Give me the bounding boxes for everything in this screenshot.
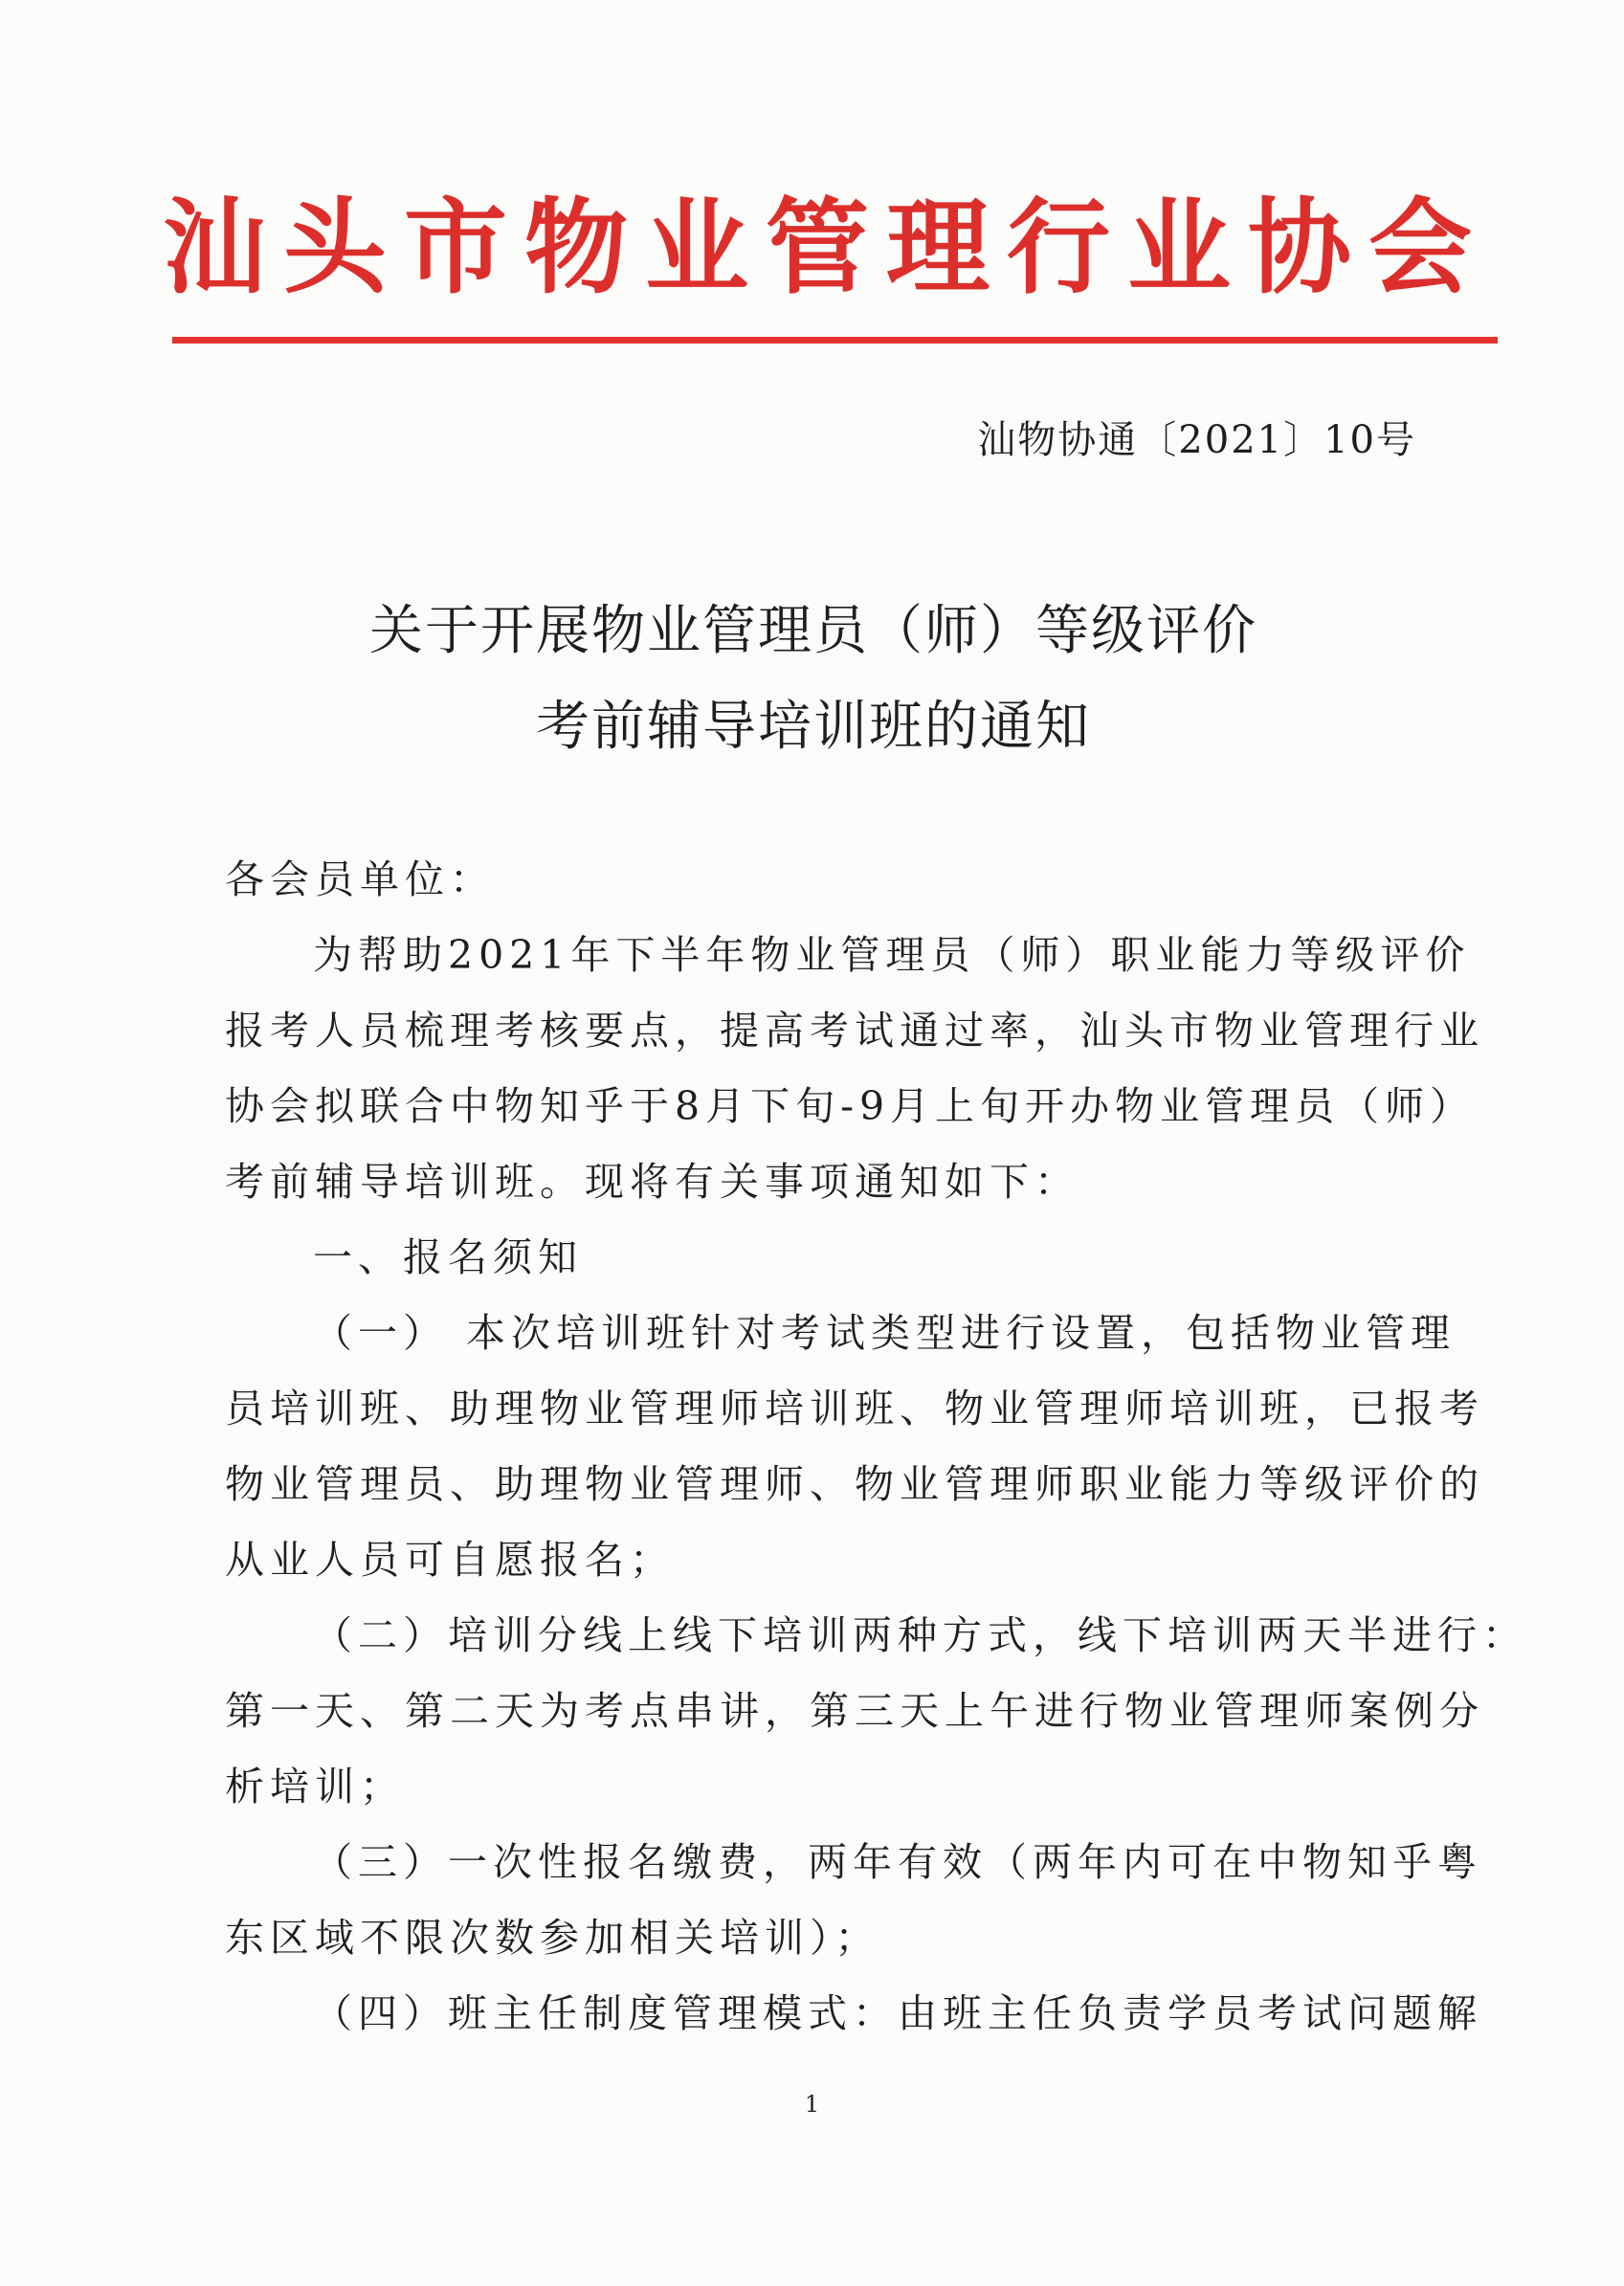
page-number: 1 (804, 2091, 820, 2118)
item-2-line-3: 析培训； (225, 1764, 405, 1809)
notice-title-line-2: 考前辅导培训班的通知 (536, 696, 1091, 758)
item-2-line-2: 第一天、第二天为考点串讲，第三天上午进行物业管理师案例分 (225, 1688, 1484, 1734)
item-3-line-2: 东区域不限次数参加相关培训）； (225, 1915, 880, 1961)
paragraph-1-line-2: 报考人员梳理考核要点，提高考试通过率，汕头市物业管理行业 (225, 1008, 1484, 1054)
paragraph-1-line-4: 考前辅导培训班。现将有关事项通知如下： (225, 1159, 1079, 1205)
item-1-line-1: （一） 本次培训班针对考试类型进行设置，包括物业管理 (313, 1310, 1457, 1356)
paragraph-1-line-1: 为帮助2021年下半年物业管理员（师）职业能力等级评价 (313, 932, 1471, 978)
item-1-line-3: 物业管理员、助理物业管理师、物业管理师职业能力等级评价的 (225, 1461, 1484, 1507)
section-heading-registration: 一、报名须知 (313, 1234, 583, 1280)
item-1-line-2: 员培训班、助理物业管理师培训班、物业管理师培训班，已报考 (225, 1386, 1484, 1432)
notice-title (239, 584, 1388, 775)
item-3-line-1: （三）一次性报名缴费，两年有效（两年内可在中物知乎粤 (313, 1839, 1482, 1885)
notice-title-line-1: 关于开展物业管理员（师）等级评价 (369, 600, 1257, 662)
salutation: 各会员单位： (225, 856, 495, 902)
item-4-line-1: （四）班主任制度管理模式：由班主任负责学员考试问题解 (313, 1990, 1482, 2036)
item-1-line-4: 从业人员可自愿报名； (225, 1537, 675, 1583)
paragraph-1-line-3: 协会拟联合中物知乎于8月下旬-9月上旬开办物业管理员（师） (225, 1083, 1476, 1129)
document-number: 汕物协通〔2021〕10号 (977, 418, 1416, 462)
organization-letterhead: 汕头市物业管理行业协会 (163, 189, 1490, 308)
item-2-line-1: （二）培训分线上线下培训两种方式，线下培训两天半进行： (313, 1612, 1527, 1658)
notice-body (225, 842, 1527, 2052)
letterhead-red-rule (172, 337, 1498, 344)
